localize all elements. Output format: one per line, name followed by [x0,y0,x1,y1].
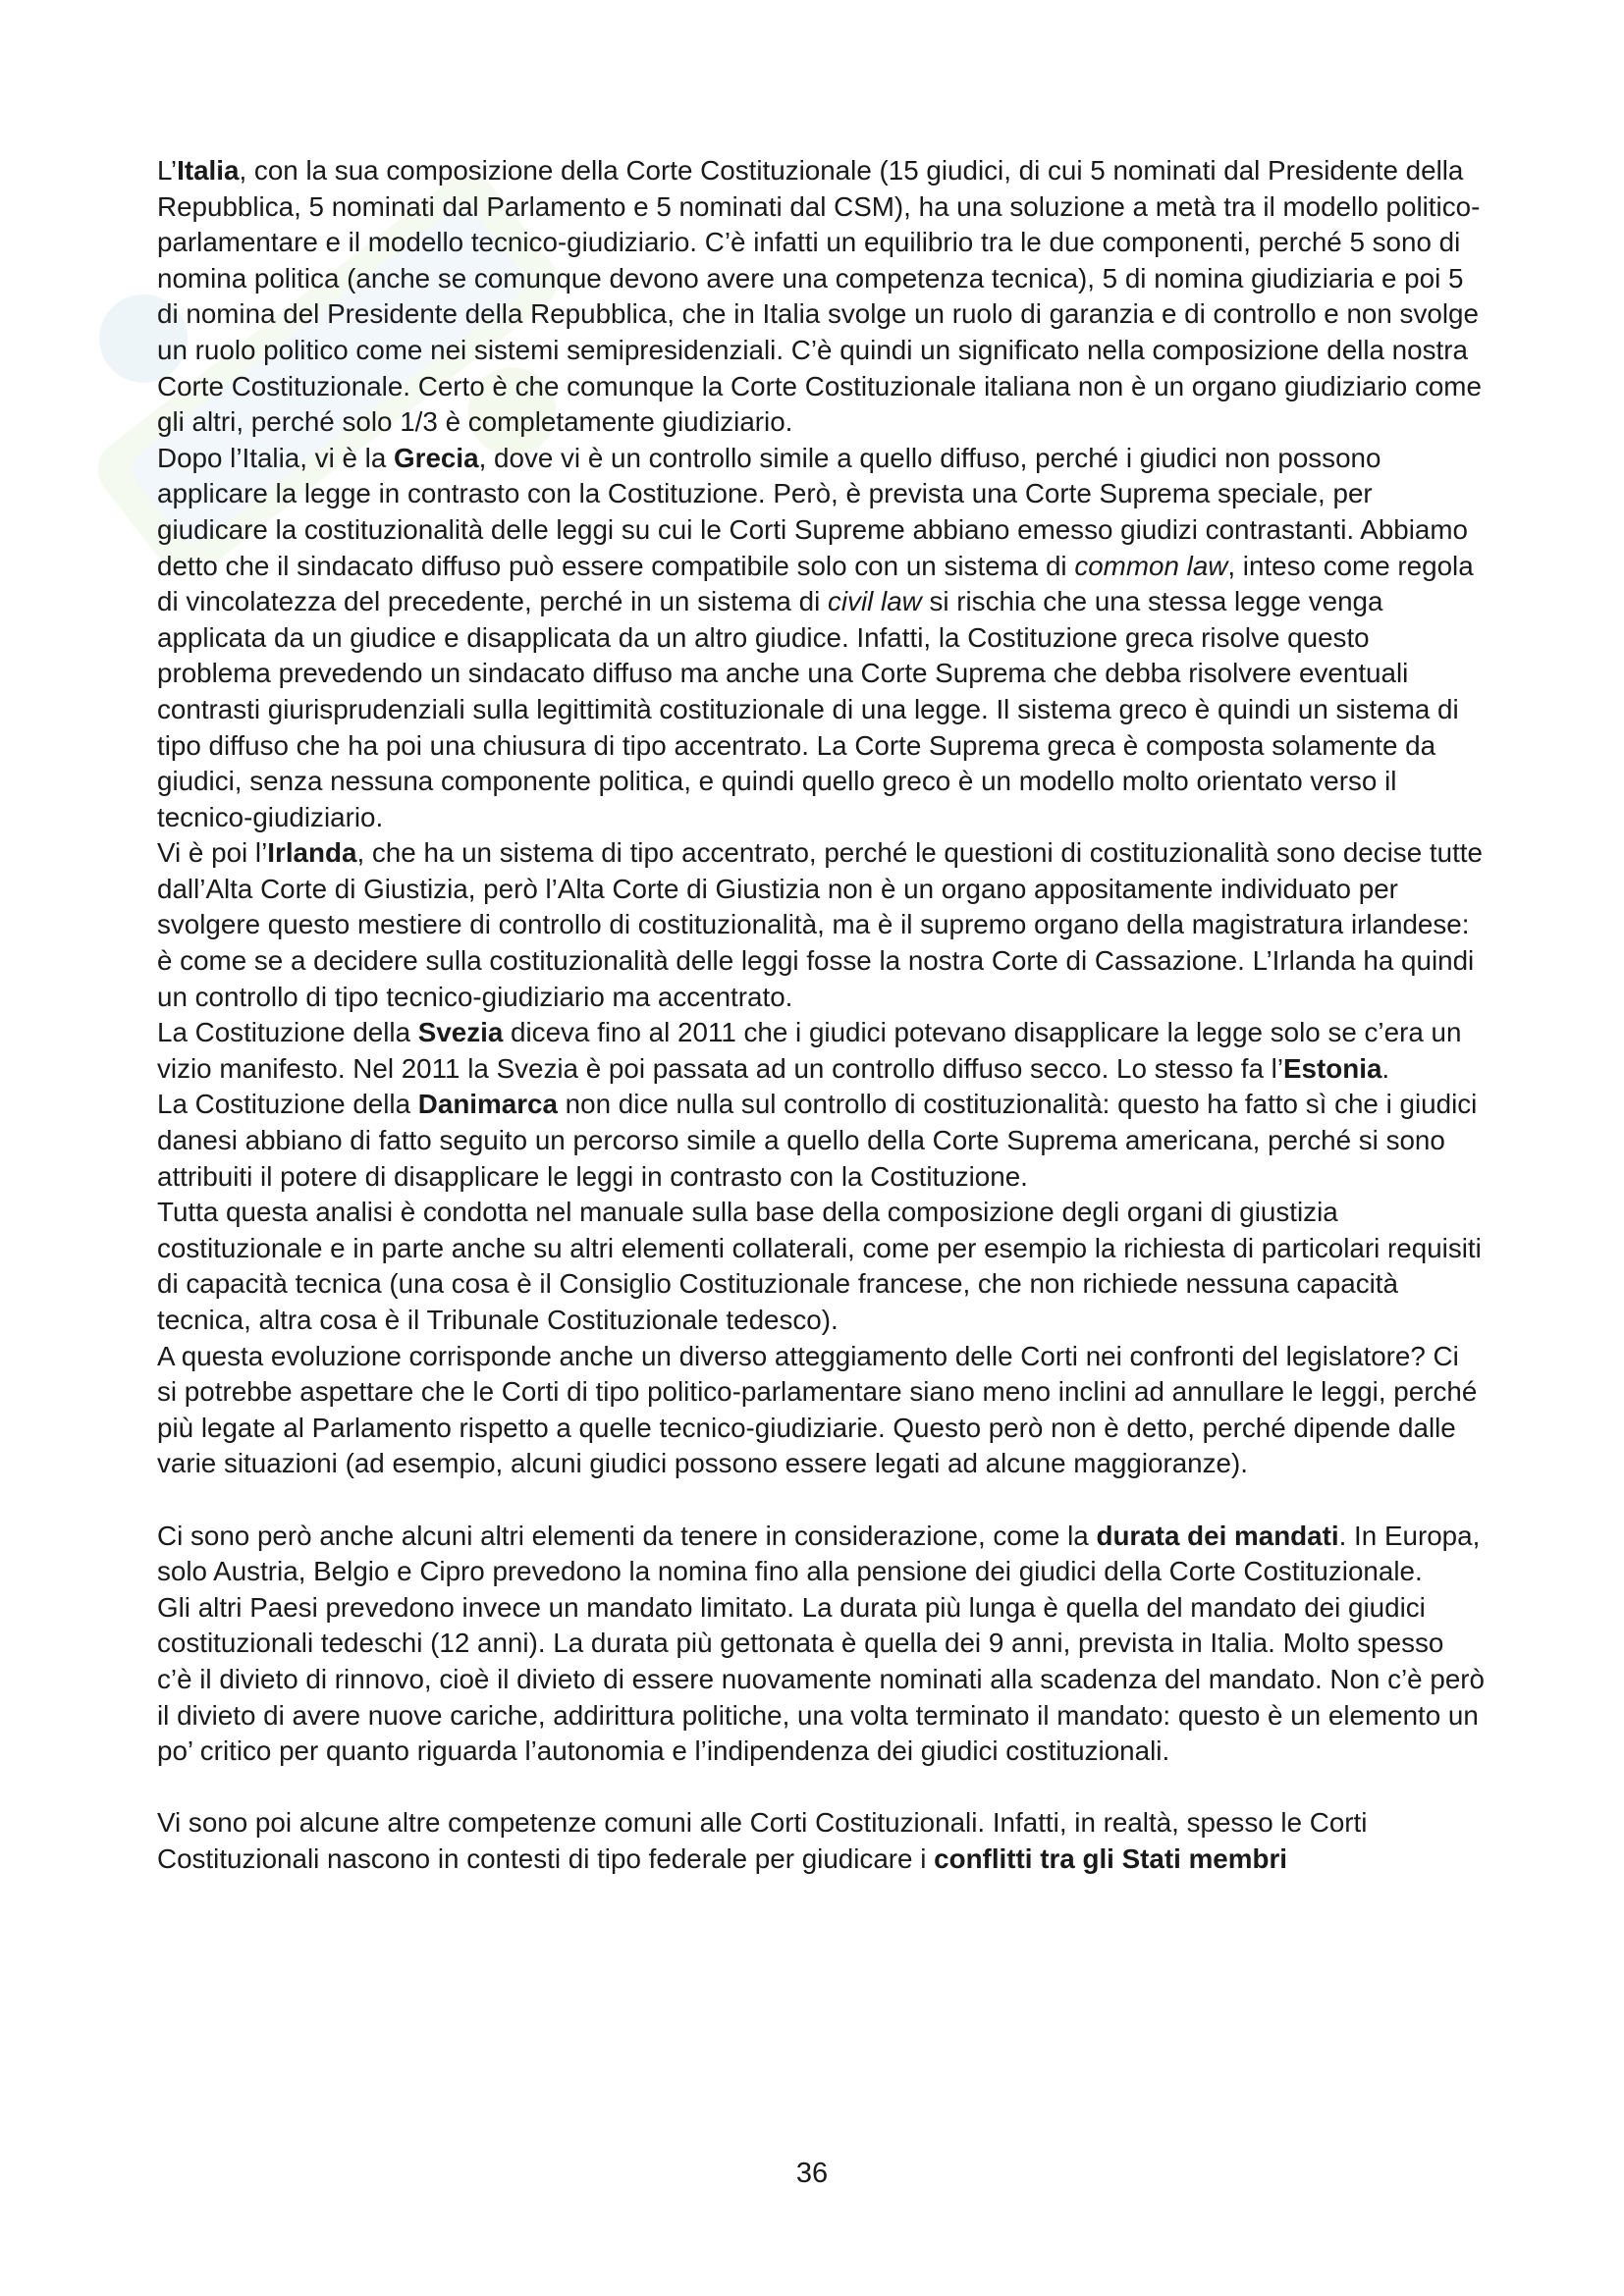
text-run: Vi sono poi alcune altre competenze comuni alle Corti Costituzionali. Infatti, in realtà, spesso le Corti Costituzionali nascono in contesti di tipo federale per giudicare i [157,1807,1368,1874]
paragraph [157,835,1485,1015]
paragraph [157,1195,1485,1338]
text-run: , dove vi è un controllo simile a quello diffuso, perché i giudici non possono applicare la legge in contrasto con la Costituzione. Però, è prevista una Corte Suprema speciale, per giudicare la costituzionalità delle leggi su cui le Corti Supreme abbiano emesso giudizi contrastanti. Abbiamo detto che il sindacato diffuso può essere compatibile solo con un sistema di [157,442,1468,581]
paragraph [157,1087,1485,1195]
italic-term: civil law [827,586,922,617]
text-run: Gli altri Paesi prevedono invece un mandato limitato. La durata più lunga è quella del mandato dei giudici costituzionali tedeschi (12 anni). La durata più gettonata è quella dei 9 anni, prevista in Italia. Molto spesso c’è il divieto di rinnovo, cioè il divieto di essere nuovamente nominati alla scadenza del mandato. Non c’è però il divieto di avere nuove cariche, addirittura politiche, una volta terminato il mandato: questo è un elemento un po’ critico per quanto riguarda l’autonomia e l’indipendenza dei giudici costituzionali. [157,1591,1486,1767]
bold-term: Danimarca [417,1089,558,1120]
paragraph [157,1015,1485,1087]
text-run: , con la sua composizione della Corte Costituzionale (15 giudici, di cui 5 nominati dal Presidente della Repubblica, 5 nominati dal Parlamento e 5 nominati dal CSM), ha una soluzione a metà tra il modello politico-parlamentare e il modello tecnico-giudiziario. C’è infatti un equilibrio tra le due componenti, perché 5 sono di nomina politica (anche se comunque devono avere una competenza tecnica), 5 di nomina giudiziaria e poi 5 di nomina del Presidente della Repubblica, che in Italia svolge un ruolo di garanzia e di controllo e non svolge un ruolo politico come nei sistemi semipresidenziali. C’è quindi un significato nella composizione della nostra Corte Costituzionale. Certo è che comunque la Corte Costituzionale italiana non è un organo giudiziario come gli altri, perché solo 1/3 è completamente giudiziario. [157,155,1482,438]
bold-term: durata dei mandati [1096,1520,1339,1551]
text-run: La Costituzione della [157,1089,418,1120]
text-run: . [1381,1052,1390,1084]
bold-term: Estonia [1283,1052,1382,1084]
document-body [157,153,1485,1878]
text-run: Dopo l’Italia, vi è la [157,442,395,473]
text-run: Tutta questa analisi è condotta nel manuale sulla base della composizione degli organi di giustizia costituzionale e in parte anche su altri elementi collaterali, come per esempio la richiesta di particolari requisiti di capacità tecnica (una cosa è il Consiglio Costituzionale francese, che non richiede nessuna capacità tecnica, altra cosa è il Tribunale Costituzionale tedesco). [157,1197,1482,1335]
bold-term: Italia [177,155,240,186]
text-run: Vi è poi l’ [157,837,268,869]
bold-term: Grecia [394,442,479,473]
text-run: non dice nulla sul controllo di costituzionalità: questo ha fatto sì che i giudici danesi abbiano di fatto seguito un percorso simile a quello della Corte Suprema americana, perché si sono attribuiti il potere di disapplicare le leggi in contrasto con la Costituzione. [157,1089,1478,1192]
paragraph [157,1805,1485,1877]
paragraph [157,153,1485,441]
page-number: 36 [795,2158,829,2189]
text-run: Ci sono però anche alcuni altri elementi da tenere in considerazione, come la [157,1520,1097,1551]
text-run: A questa evoluzione corrisponde anche un diverso atteggiamento delle Corti nei confronti del legislatore? Ci si potrebbe aspettare che le Corti di tipo politico-parlamentare siano meno inclini ad annullare le leggi, perché più legate al Parlamento rispetto a quelle tecnico-giudiziarie. Questo però non è detto, perché dipende dalle varie situazioni (ad esempio, alcuni giudici possono essere legati ad alcune maggioranze). [157,1340,1478,1479]
text-run: diceva fino al 2011 che i giudici potevano disapplicare la legge solo se c’era un vizio manifesto. Nel 2011 la Svezia è poi passata ad un controllo diffuso secco. Lo stesso fa l’ [157,1017,1462,1084]
text-run: La Costituzione della [157,1017,418,1048]
text-run: . In Europa, solo Austria, Belgio e Cipro prevedono la nomina fino alla pensione dei giudici della Corte Costituzionale. [157,1520,1481,1587]
paragraph [157,1519,1485,1590]
bold-term: Svezia [417,1017,504,1048]
italic-term: common law [1074,550,1228,581]
paragraph [157,441,1485,836]
bold-term: conflitti tra gli Stati membri [934,1842,1287,1874]
text-run: L’ [157,155,178,186]
text-run: , inteso come regola di vincolatezza del precedente, perché in un sistema di [157,550,1474,617]
text-run: , che ha un sistema di tipo accentrato, perché le questioni di costituzionalità sono decise tutte dall’Alta Corte di Giustizia, però l’Alta Corte di Giustizia non è un organo appositamente individuato per svolgere questo mestiere di controllo di costituzionalità, ma è il supremo organo della magistratura irlandese: è come se a decidere sulla costituzionalità delle leggi fosse la nostra Corte di Cassazione. L’Irlanda ha quindi un controllo di tipo tecnico-giudiziario ma accentrato. [157,837,1483,1012]
text-run: si rischia che una stessa legge venga applicata da un giudice e disapplicata da un altro giudice. Infatti, la Costituzione greca risolve questo problema prevedendo un sindacato diffuso ma anche una Corte Suprema che debba risolvere eventuali contrasti giurisprudenziali sulla legittimità costituzionale di una legge. Il sistema greco è quindi un sistema di tipo diffuso che ha poi una chiusura di tipo accentrato. La Corte Suprema greca è composta solamente da giudici, senza nessuna componente politica, e quindi quello greco è un modello molto orientato verso il tecnico-giudiziario. [157,586,1459,832]
paragraph [157,1339,1485,1482]
paragraph [157,1590,1485,1770]
bold-term: Irlanda [267,837,357,869]
